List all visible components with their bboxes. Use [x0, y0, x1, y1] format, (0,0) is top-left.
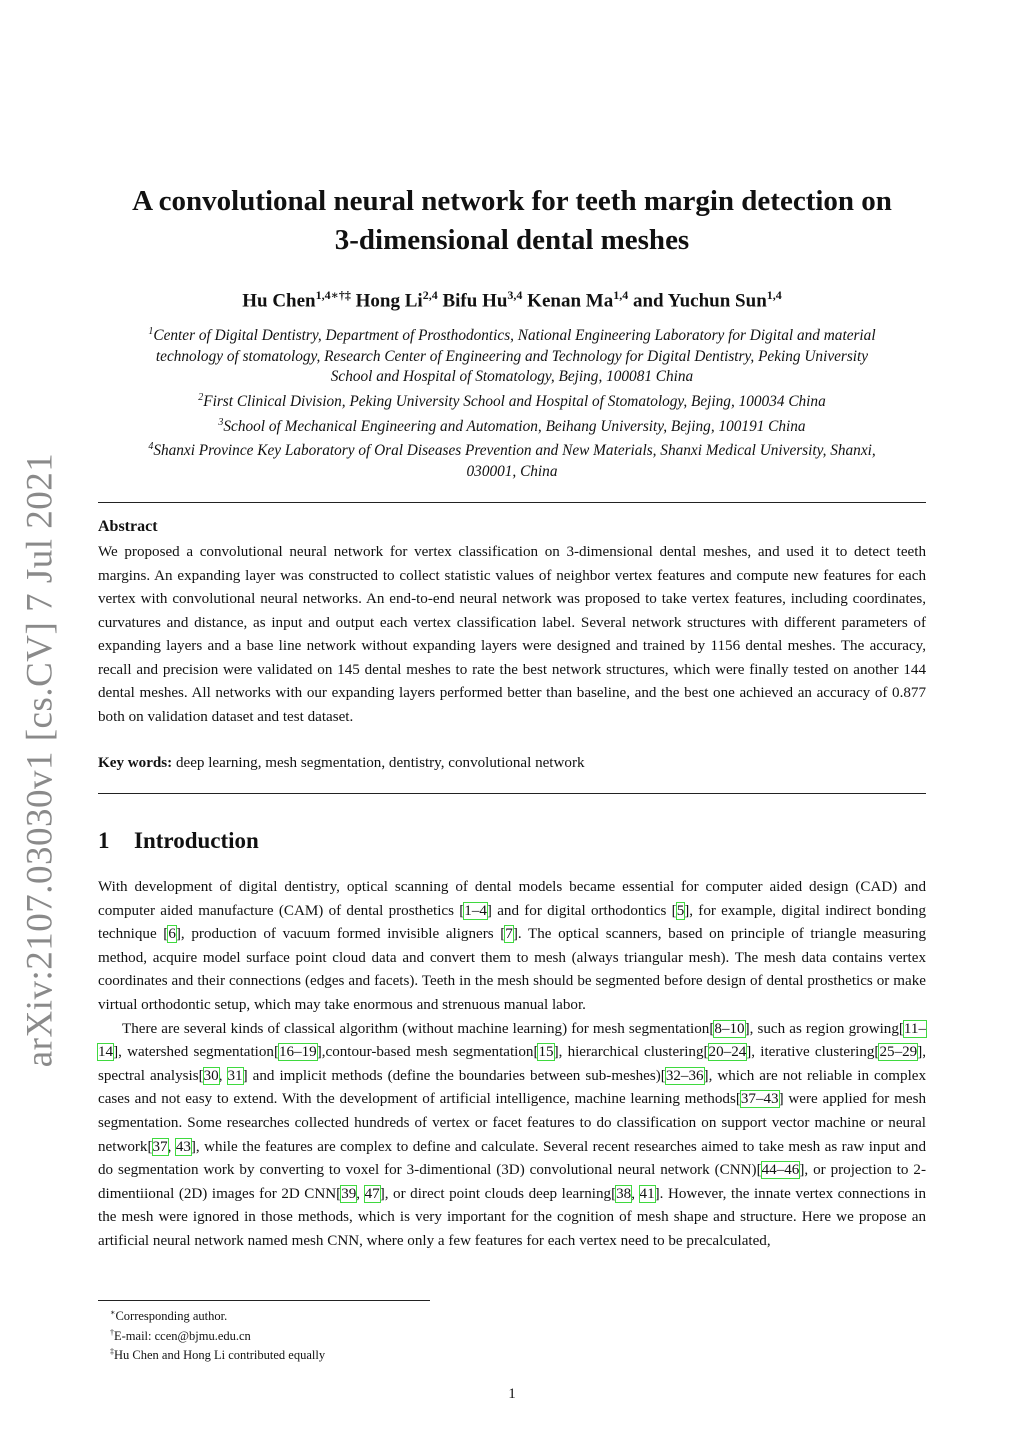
citation-link[interactable]: 7	[505, 926, 513, 943]
intro-paragraph-2: There are several kinds of classical algorithm (without machine learning) for mesh segmentation[8–10], such as region growing[11–14], watershed segmentation[16–19],contour-based mesh segmentation[15], hierarchical clustering[20–24], iterative clustering[25–29], spectral analysis[30, 31] and implicit methods (define the boundaries between sub-meshes)[32–36], which are not reliable in complex cases and not easy to extend. With the development of artificial intelligence, machine learning methods[37–43] were applied for mesh segmentation. Some researches collected hundreds of vertex or facet features to do classification on support vector machine or neural network[37, 43], while the features are complex to define and calculate. Several recent researches aimed to take mesh as raw input and do segmentation work by converting to voxel for 3-dimentional (3D) convolutional neural network (CNN)[44–46], or projection to 2-dimentiional (2D) images for 2D CNN[39, 47], or direct point clouds deep learning[38, 41]. However, the innate vertex connections in the mesh were ignored in those methods, which is very important for the cognition of mesh shape and structure. Here we propose an artificial neural network named mesh CNN, where only a few features for each vertex need to be precalculated,	[98, 1020, 927, 1249]
affiliation-4-line-2: 030001, China	[466, 462, 558, 480]
keywords-text: deep learning, mesh segmentation, dentistry, convolutional network	[172, 755, 585, 771]
section-title: Introduction	[134, 828, 259, 853]
affiliations	[98, 322, 926, 483]
keywords-label: Key words:	[98, 755, 173, 771]
author-name: and Yuchun Sun	[632, 290, 767, 312]
affiliation-1-line-1: $^1$Center of Digital Dentistry, Department of Prosthodontics, National Engineering Laboratory for Digital and material	[148, 326, 876, 345]
affiliation-2: $^2$First Clinical Division, Peking University School and Hospital of Stomatology, Bejing, 100034 China	[198, 391, 826, 410]
affiliation-3: $^3$School of Mechanical Engineering and Automation, Beihang University, Bejing, 100191 China	[218, 416, 806, 435]
footnote-email: †E-mail: ccen@bjmu.edu.cn	[110, 1327, 251, 1343]
citation-link[interactable]: 25–29	[879, 1044, 918, 1061]
citation-link[interactable]: 15	[538, 1044, 554, 1061]
affiliation-4-line-1: $^4$Shanxi Province Key Laboratory of Oral Diseases Prevention and New Materials, Shanxi Medical University, Shanxi,	[148, 441, 876, 460]
author-list	[98, 283, 926, 313]
intro-paragraph-1: With development of digital dentistry, optical scanning of dental models became essential for computer aided design (CAD) and computer aided manufacture (CAM) of dental prosthetics [1–4] and for digital orthodontics [5], for example, digital indirect bonding technique [6], production of vacuum formed invisible aligners [7]. The optical scanners, based on principle of triangle measuring method, acquire model surface point cloud data and convert them to mesh (always triangular mesh). The mesh data contains vertex coordinates and their connections (edges and facets). Teeth in the mesh should be segmented before design of dental prosthetics or make virtual orthodontic setup, which may take enormous and strenuous manual labor.	[98, 879, 927, 1013]
affiliation-1-line-3: School and Hospital of Stomatology, Bejing, 100081 China	[330, 368, 694, 386]
citation-link[interactable]: 44–46	[761, 1162, 800, 1179]
abstract-text: We proposed a convolutional neural network for vertex classification on 3-dimensional dental meshes, and used it to detect teeth margins. An expanding layer was constructed to collect statistic values of neighbor vertex features and compute new features for each vertex with convolutional neural networks. An end-to-end neural network was proposed to take vertex features, including coordinates, curvatures and distance, as input and output each vertex classification label. Several network structures with different parameters of expanding layers and a base line network without expanding layers were designed and trained by 1156 dental meshes. The accuracy, recall and precision were validated on 145 dental meshes to rate the best network structures, which were finally tested on another 144 dental meshes. All networks with our expanding layers performed better than baseline, and the best one achieved an accuracy of 0.877 both on validation dataset and test dataset.	[98, 544, 926, 725]
citation-link[interactable]: 37–43	[740, 1091, 779, 1108]
section-number: 1	[98, 828, 110, 853]
citation-link[interactable]: 5	[676, 902, 685, 919]
citation-link[interactable]: 37	[152, 1138, 168, 1155]
paper-title	[98, 182, 926, 260]
author-affiliation-marks: 1,4∗†‡	[315, 288, 351, 302]
citation-link[interactable]: 6	[168, 926, 176, 943]
author-name: Hu Chen	[242, 290, 316, 312]
citation-link[interactable]: 1–4	[464, 902, 487, 919]
arxiv-identifier-stamp	[16, 452, 64, 1068]
footnote-equal-contribution: ‡Hu Chen and Hong Li contributed equally	[110, 1347, 326, 1363]
citation-link[interactable]: 30	[203, 1067, 219, 1084]
citation-link[interactable]: 43	[175, 1138, 191, 1155]
citation-link[interactable]: 16–19	[278, 1044, 317, 1061]
introduction-body	[98, 876, 926, 1254]
page-number: 1	[508, 1386, 516, 1402]
abstract-bottom-rule	[98, 793, 926, 794]
citation-link[interactable]: 47	[364, 1185, 380, 1202]
citation-link[interactable]: 41	[639, 1185, 655, 1202]
citation-link[interactable]: 39	[341, 1185, 357, 1202]
author-name: Hong Li	[355, 290, 423, 312]
affiliation-1-line-2: technology of stomatology, Research Center of Engineering and Technology for Digital Dentistry, Peking University	[155, 347, 869, 365]
title-line-1: A convolutional neural network for teeth margin detection on	[132, 185, 892, 217]
footnote-rule	[98, 1300, 430, 1301]
author-affiliation-marks: 3,4	[507, 288, 523, 302]
citation-link[interactable]: 11–14	[98, 1020, 927, 1061]
footnote-corresponding-author: ∗Corresponding author.	[110, 1308, 228, 1324]
citation-link[interactable]: 8–10	[714, 1020, 745, 1037]
citation-link[interactable]: 32–36	[665, 1067, 704, 1084]
author-affiliation-marks: 1,4	[613, 288, 629, 302]
citation-link[interactable]: 20–24	[708, 1044, 747, 1061]
author-name: Kenan Ma	[527, 290, 614, 312]
arxiv-identifier-text: arXiv:2107.03030v1 [cs.CV] 7 Jul 2021	[19, 452, 61, 1068]
author-affiliation-marks: 1,4	[766, 288, 782, 302]
title-line-2: 3-dimensional dental meshes	[334, 224, 690, 256]
abstract-heading: Abstract	[98, 518, 158, 535]
author-affiliation-marks: 2,4	[422, 288, 438, 302]
keywords	[98, 755, 926, 772]
section-heading	[98, 828, 259, 854]
abstract-top-rule	[98, 502, 926, 503]
citation-link[interactable]: 31	[227, 1067, 243, 1084]
footnotes	[110, 1305, 325, 1364]
citation-link[interactable]: 38	[616, 1185, 632, 1202]
author-name: Bifu Hu	[442, 290, 508, 312]
